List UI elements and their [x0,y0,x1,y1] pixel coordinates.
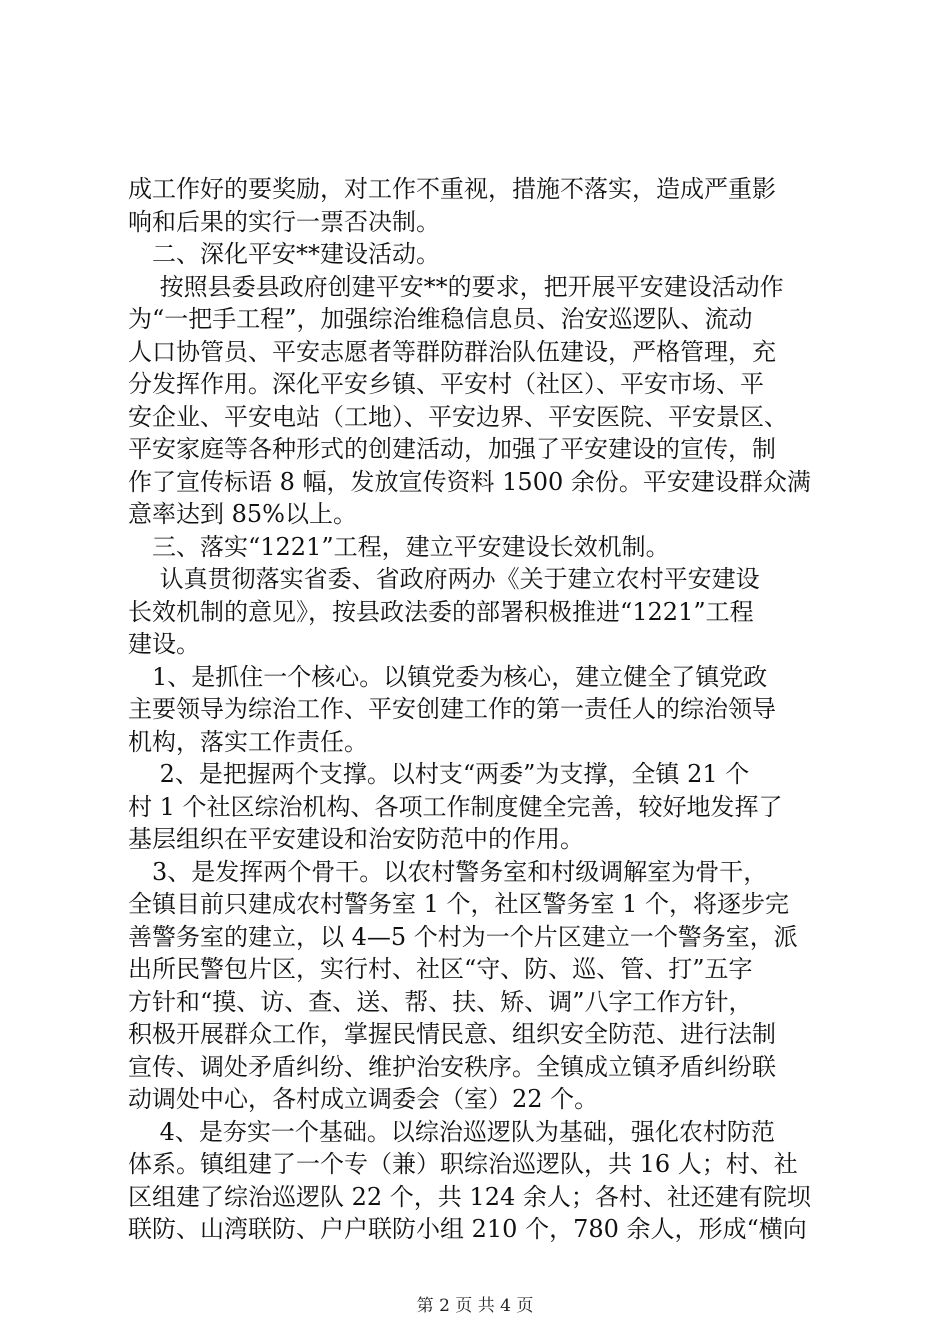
text-line: 善警务室的建立，以 4—5 个村为一个片区建立一个警务室，派 [128,922,798,951]
text-line: 宣传、调处矛盾纠纷、维护治安秩序。全镇成立镇矛盾纠纷联 [128,1052,776,1081]
text-line: 建设。 [128,630,200,658]
section-heading: 三、落实“1221”工程，建立平安建设长效机制。 [128,532,670,561]
text-line: 机构，落实工作责任。 [128,727,368,756]
section-heading: 二、深化平安**建设活动。 [128,240,440,268]
text-line: 2、是把握两个支撑。以村支“两委”为支撑，全镇 21 个 [128,760,750,788]
text-line: 成工作好的要奖励，对工作不重视，措施不落实，造成严重影 [128,175,776,203]
text-line: 响和后果的实行一票否决制。 [128,207,440,236]
text-line: 联防、山湾联防、户户联防小组 210 个，780 余人，形成“横向 [128,1215,807,1243]
text-line: 人口协管员、平安志愿者等群防群治队伍建设，严格管理，充 [128,337,776,366]
text-line: 出所民警包片区，实行村、社区“守、防、巡、管、打”五字 [128,955,753,983]
text-line: 认真贯彻落实省委、省政府两办《关于建立农村平安建设 [128,565,760,593]
text-line: 体系。镇组建了一个专（兼）职综治巡逻队，共 16 人；村、社 [128,1150,798,1178]
page-footer: 第 2 页 共 4 页 [416,1296,534,1316]
text-line: 积极开展群众工作，掌握民情民意、组织安全防范、进行法制 [128,1020,776,1048]
text-line: 为“一把手工程”，加强综治维稳信息员、治安巡逻队、流动 [128,305,753,333]
document-body [128,173,834,1246]
text-line: 意率达到 85%以上。 [128,500,357,528]
text-line: 基层组织在平安建设和治安防范中的作用。 [128,825,584,853]
text-line: 村 1 个社区综治机构、各项工作制度健全完善，较好地发挥了 [128,792,783,821]
text-line: 4、是夯实一个基础。以综治巡逻队为基础，强化农村防范 [128,1117,775,1146]
text-line: 作了宣传标语 8 幅，发放宣传资料 1500 余份。平安建设群众满 [128,467,811,496]
text-line: 长效机制的意见》，按县政法委的部署积极推进“1221”工程 [128,597,754,626]
text-line: 1、是抓住一个核心。以镇党委为核心，建立健全了镇党政 [128,662,768,691]
text-line: 按照县委县政府创建平安**的要求，把开展平安建设活动作 [128,272,784,301]
text-line: 主要领导为综治工作、平安创建工作的第一责任人的综治领导 [128,695,776,723]
text-line: 安企业、平安电站（工地）、平安边界、平安医院、平安景区、 [128,402,788,431]
text-line: 3、是发挥两个骨干。以农村警务室和村级调解室为骨干， [128,857,768,886]
text-line: 全镇目前只建成农村警务室 1 个，社区警务室 1 个，将逐步完 [128,890,790,918]
text-line: 方针和“摸、访、查、送、帮、扶、矫、调”八字工作方针， [128,987,753,1016]
text-line: 分发挥作用。深化平安乡镇、平安村（社区）、平安市场、平 [128,370,764,398]
text-line: 区组建了综治巡逻队 22 个，共 124 余人；各村、社还建有院坝 [128,1182,811,1211]
text-line: 平安家庭等各种形式的创建活动，加强了平安建设的宣传，制 [128,435,776,463]
text-line: 动调处中心，各村成立调委会（室）22 个。 [128,1085,599,1113]
